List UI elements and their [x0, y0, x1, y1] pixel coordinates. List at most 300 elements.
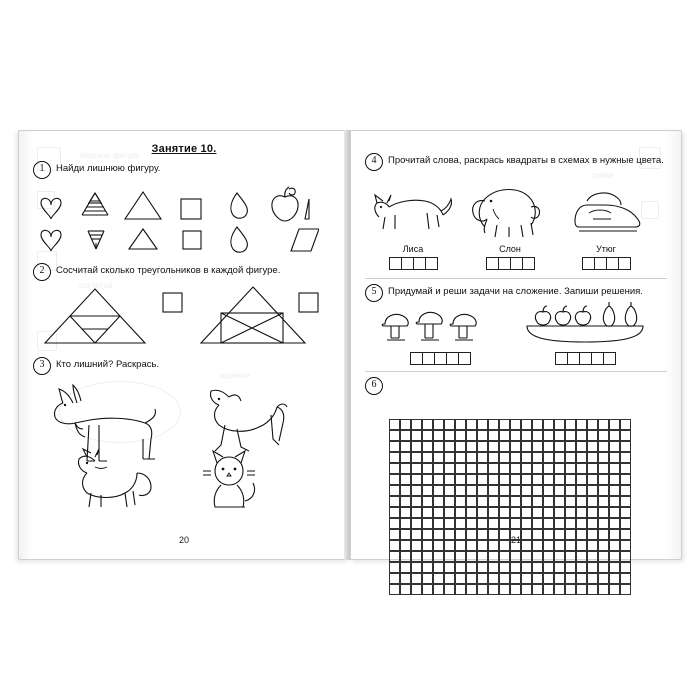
grid-cell[interactable]	[400, 441, 411, 452]
grid-cell[interactable]	[477, 474, 488, 485]
grid-cell[interactable]	[455, 496, 466, 507]
grid-cell[interactable]	[532, 452, 543, 463]
grid-cell[interactable]	[510, 551, 521, 562]
grid-cell[interactable]	[510, 573, 521, 584]
grid-cell[interactable]	[444, 485, 455, 496]
grid-cell[interactable]	[400, 551, 411, 562]
grid-cell[interactable]	[400, 430, 411, 441]
grid-cell[interactable]	[554, 573, 565, 584]
grid-cell[interactable]	[433, 419, 444, 430]
grid-cell[interactable]	[609, 507, 620, 518]
grid-cell[interactable]	[488, 573, 499, 584]
grid-cell[interactable]	[400, 419, 411, 430]
grid-cell[interactable]	[488, 584, 499, 595]
grid-cell[interactable]	[389, 430, 400, 441]
grid-cell[interactable]	[477, 452, 488, 463]
grid-cell[interactable]	[532, 573, 543, 584]
grid-cell[interactable]	[389, 485, 400, 496]
grid-cell[interactable]	[521, 419, 532, 430]
grid-cell[interactable]	[576, 485, 587, 496]
grid-cell[interactable]	[576, 518, 587, 529]
grid-cell[interactable]	[444, 441, 455, 452]
grid-cell[interactable]	[444, 463, 455, 474]
grid-cell[interactable]	[422, 584, 433, 595]
grid-cell[interactable]	[400, 496, 411, 507]
grid-cell[interactable]	[620, 463, 631, 474]
grid-cell[interactable]	[620, 584, 631, 595]
grid-cell[interactable]	[499, 430, 510, 441]
grid-cell[interactable]	[598, 496, 609, 507]
grid-cell[interactable]	[422, 452, 433, 463]
grid-cell[interactable]	[598, 485, 609, 496]
grid-cell[interactable]	[389, 419, 400, 430]
grid-cell[interactable]	[532, 419, 543, 430]
grid-cell[interactable]	[411, 518, 422, 529]
grid-cell[interactable]	[488, 507, 499, 518]
grid-cell[interactable]	[433, 474, 444, 485]
grid-cell[interactable]	[389, 452, 400, 463]
grid-cell[interactable]	[598, 452, 609, 463]
grid-cell[interactable]	[543, 452, 554, 463]
grid-cell[interactable]	[510, 419, 521, 430]
grid-cell[interactable]	[422, 485, 433, 496]
grid-cell[interactable]	[565, 463, 576, 474]
grid-cell[interactable]	[455, 551, 466, 562]
grid-cell[interactable]	[499, 474, 510, 485]
grid-cell[interactable]	[510, 507, 521, 518]
grid-cell[interactable]	[455, 485, 466, 496]
grid-cell[interactable]	[499, 551, 510, 562]
grid-cell[interactable]	[565, 518, 576, 529]
grid-cell[interactable]	[543, 474, 554, 485]
grid-cell[interactable]	[411, 584, 422, 595]
grid-cell[interactable]	[466, 507, 477, 518]
grid-cell[interactable]	[587, 551, 598, 562]
grid-cell[interactable]	[609, 485, 620, 496]
grid-cell[interactable]	[488, 562, 499, 573]
grid-cell[interactable]	[422, 474, 433, 485]
grid-cell[interactable]	[587, 584, 598, 595]
grid-cell[interactable]	[466, 419, 477, 430]
grid-cell[interactable]	[532, 507, 543, 518]
grid-cell[interactable]	[620, 507, 631, 518]
grid-cell[interactable]	[598, 419, 609, 430]
scheme-cell[interactable]	[522, 257, 535, 270]
grid-cell[interactable]	[532, 518, 543, 529]
grid-cell[interactable]	[422, 463, 433, 474]
grid-cell[interactable]	[444, 452, 455, 463]
grid-cell[interactable]	[620, 474, 631, 485]
grid-cell[interactable]	[576, 507, 587, 518]
grid-cell[interactable]	[598, 474, 609, 485]
grid-cell[interactable]	[389, 573, 400, 584]
grid-cell[interactable]	[499, 419, 510, 430]
grid-cell[interactable]	[422, 518, 433, 529]
grid-cell[interactable]	[587, 452, 598, 463]
grid-cell[interactable]	[554, 551, 565, 562]
grid-cell[interactable]	[433, 518, 444, 529]
grid-cell[interactable]	[532, 463, 543, 474]
grid-cell[interactable]	[521, 507, 532, 518]
grid-cell[interactable]	[400, 463, 411, 474]
grid-cell[interactable]	[488, 474, 499, 485]
grid-cell[interactable]	[554, 496, 565, 507]
grid-cell[interactable]	[532, 474, 543, 485]
grid-cell[interactable]	[543, 485, 554, 496]
grid-cell[interactable]	[389, 441, 400, 452]
grid-cell[interactable]	[411, 507, 422, 518]
grid-cell[interactable]	[620, 573, 631, 584]
grid-cell[interactable]	[532, 562, 543, 573]
grid-cell[interactable]	[510, 441, 521, 452]
grid-cell[interactable]	[587, 430, 598, 441]
grid-cell[interactable]	[499, 496, 510, 507]
grid-cell[interactable]	[576, 562, 587, 573]
grid-cell[interactable]	[499, 562, 510, 573]
grid-cell[interactable]	[411, 452, 422, 463]
grid-cell[interactable]	[433, 551, 444, 562]
grid-cell[interactable]	[609, 562, 620, 573]
grid-cell[interactable]	[587, 441, 598, 452]
grid-cell[interactable]	[389, 496, 400, 507]
grid-cell[interactable]	[510, 430, 521, 441]
grid-cell[interactable]	[400, 518, 411, 529]
grid-cell[interactable]	[488, 463, 499, 474]
grid-cell[interactable]	[609, 452, 620, 463]
grid-cell[interactable]	[510, 452, 521, 463]
grid-cell[interactable]	[433, 496, 444, 507]
grid-cell[interactable]	[433, 573, 444, 584]
grid-cell[interactable]	[532, 430, 543, 441]
grid-cell[interactable]	[455, 463, 466, 474]
grid-cell[interactable]	[587, 573, 598, 584]
copy-grid[interactable]	[389, 419, 631, 595]
grid-cell[interactable]	[499, 507, 510, 518]
grid-cell[interactable]	[444, 474, 455, 485]
grid-cell[interactable]	[488, 551, 499, 562]
grid-cell[interactable]	[576, 496, 587, 507]
grid-cell[interactable]	[532, 441, 543, 452]
answer-boxes-mushrooms[interactable]	[410, 352, 470, 365]
grid-cell[interactable]	[598, 562, 609, 573]
grid-cell[interactable]	[609, 551, 620, 562]
grid-cell[interactable]	[543, 441, 554, 452]
grid-cell[interactable]	[411, 419, 422, 430]
grid-cell[interactable]	[433, 430, 444, 441]
grid-cell[interactable]	[565, 507, 576, 518]
grid-cell[interactable]	[477, 496, 488, 507]
grid-cell[interactable]	[521, 452, 532, 463]
grid-cell[interactable]	[466, 551, 477, 562]
grid-cell[interactable]	[598, 441, 609, 452]
grid-cell[interactable]	[477, 507, 488, 518]
grid-cell[interactable]	[587, 496, 598, 507]
grid-cell[interactable]	[455, 430, 466, 441]
grid-cell[interactable]	[620, 485, 631, 496]
grid-cell[interactable]	[609, 463, 620, 474]
grid-cell[interactable]	[466, 573, 477, 584]
grid-cell[interactable]	[466, 584, 477, 595]
grid-cell[interactable]	[620, 496, 631, 507]
grid-cell[interactable]	[400, 474, 411, 485]
grid-cell[interactable]	[488, 441, 499, 452]
grid-cell[interactable]	[576, 419, 587, 430]
grid-cell[interactable]	[455, 507, 466, 518]
grid-cell[interactable]	[532, 584, 543, 595]
grid-cell[interactable]	[521, 518, 532, 529]
grid-cell[interactable]	[466, 430, 477, 441]
grid-cell[interactable]	[444, 496, 455, 507]
grid-cell[interactable]	[499, 584, 510, 595]
grid-cell[interactable]	[554, 452, 565, 463]
grid-cell[interactable]	[433, 441, 444, 452]
grid-cell[interactable]	[521, 430, 532, 441]
grid-cell[interactable]	[521, 496, 532, 507]
grid-cell[interactable]	[455, 452, 466, 463]
grid-cell[interactable]	[565, 496, 576, 507]
grid-cell[interactable]	[576, 573, 587, 584]
grid-cell[interactable]	[620, 430, 631, 441]
grid-cell[interactable]	[477, 463, 488, 474]
grid-cell[interactable]	[554, 419, 565, 430]
grid-cell[interactable]	[521, 573, 532, 584]
grid-cell[interactable]	[477, 573, 488, 584]
grid-cell[interactable]	[543, 584, 554, 595]
grid-cell[interactable]	[433, 562, 444, 573]
grid-cell[interactable]	[576, 584, 587, 595]
grid-cell[interactable]	[609, 474, 620, 485]
grid-cell[interactable]	[598, 584, 609, 595]
grid-cell[interactable]	[488, 430, 499, 441]
grid-cell[interactable]	[488, 452, 499, 463]
grid-cell[interactable]	[466, 518, 477, 529]
grid-cell[interactable]	[576, 551, 587, 562]
grid-cell[interactable]	[554, 518, 565, 529]
grid-cell[interactable]	[532, 551, 543, 562]
grid-cell[interactable]	[620, 518, 631, 529]
grid-cell[interactable]	[422, 562, 433, 573]
grid-cell[interactable]	[400, 584, 411, 595]
answer-cell[interactable]	[603, 352, 616, 365]
grid-cell[interactable]	[422, 573, 433, 584]
grid-cell[interactable]	[565, 551, 576, 562]
grid-cell[interactable]	[620, 441, 631, 452]
grid-cell[interactable]	[576, 441, 587, 452]
grid-cell[interactable]	[411, 562, 422, 573]
grid-cell[interactable]	[499, 518, 510, 529]
grid-cell[interactable]	[521, 463, 532, 474]
grid-cell[interactable]	[565, 584, 576, 595]
grid-cell[interactable]	[389, 584, 400, 595]
grid-cell[interactable]	[521, 562, 532, 573]
grid-cell[interactable]	[499, 573, 510, 584]
grid-cell[interactable]	[444, 584, 455, 595]
grid-cell[interactable]	[598, 430, 609, 441]
grid-cell[interactable]	[554, 474, 565, 485]
grid-cell[interactable]	[411, 485, 422, 496]
grid-cell[interactable]	[609, 419, 620, 430]
grid-cell[interactable]	[598, 463, 609, 474]
grid-cell[interactable]	[587, 419, 598, 430]
grid-cell[interactable]	[521, 474, 532, 485]
grid-cell[interactable]	[422, 551, 433, 562]
grid-cell[interactable]	[620, 551, 631, 562]
grid-cell[interactable]	[389, 463, 400, 474]
grid-cell[interactable]	[477, 518, 488, 529]
grid-cell[interactable]	[466, 474, 477, 485]
grid-cell[interactable]	[433, 452, 444, 463]
grid-cell[interactable]	[389, 562, 400, 573]
grid-cell[interactable]	[510, 463, 521, 474]
scheme-elephant[interactable]	[486, 257, 534, 270]
grid-cell[interactable]	[411, 430, 422, 441]
grid-cell[interactable]	[444, 419, 455, 430]
grid-cell[interactable]	[466, 463, 477, 474]
grid-cell[interactable]	[554, 441, 565, 452]
grid-cell[interactable]	[609, 430, 620, 441]
grid-cell[interactable]	[455, 562, 466, 573]
grid-cell[interactable]	[543, 551, 554, 562]
grid-cell[interactable]	[521, 441, 532, 452]
grid-cell[interactable]	[466, 441, 477, 452]
grid-cell[interactable]	[444, 507, 455, 518]
grid-cell[interactable]	[466, 452, 477, 463]
grid-cell[interactable]	[466, 485, 477, 496]
grid-cell[interactable]	[587, 485, 598, 496]
grid-cell[interactable]	[609, 518, 620, 529]
grid-cell[interactable]	[477, 485, 488, 496]
grid-cell[interactable]	[543, 518, 554, 529]
grid-cell[interactable]	[444, 518, 455, 529]
grid-cell[interactable]	[444, 562, 455, 573]
grid-cell[interactable]	[532, 496, 543, 507]
grid-cell[interactable]	[499, 452, 510, 463]
grid-cell[interactable]	[576, 463, 587, 474]
grid-cell[interactable]	[620, 452, 631, 463]
grid-cell[interactable]	[488, 518, 499, 529]
grid-cell[interactable]	[565, 573, 576, 584]
grid-cell[interactable]	[400, 507, 411, 518]
grid-cell[interactable]	[543, 507, 554, 518]
grid-cell[interactable]	[543, 496, 554, 507]
grid-cell[interactable]	[554, 485, 565, 496]
grid-cell[interactable]	[554, 463, 565, 474]
grid-cell[interactable]	[609, 496, 620, 507]
grid-cell[interactable]	[455, 584, 466, 595]
grid-cell[interactable]	[510, 485, 521, 496]
grid-cell[interactable]	[389, 507, 400, 518]
grid-cell[interactable]	[389, 474, 400, 485]
grid-cell[interactable]	[422, 441, 433, 452]
grid-cell[interactable]	[510, 474, 521, 485]
grid-cell[interactable]	[554, 507, 565, 518]
answer-boxes-fruits[interactable]	[555, 352, 615, 365]
grid-cell[interactable]	[455, 474, 466, 485]
grid-cell[interactable]	[565, 562, 576, 573]
grid-cell[interactable]	[565, 419, 576, 430]
grid-cell[interactable]	[400, 562, 411, 573]
grid-cell[interactable]	[521, 551, 532, 562]
grid-cell[interactable]	[400, 452, 411, 463]
scheme-iron[interactable]	[582, 257, 630, 270]
grid-cell[interactable]	[422, 419, 433, 430]
grid-cell[interactable]	[455, 573, 466, 584]
grid-cell[interactable]	[576, 474, 587, 485]
grid-cell[interactable]	[543, 430, 554, 441]
grid-cell[interactable]	[400, 573, 411, 584]
grid-cell[interactable]	[609, 441, 620, 452]
grid-cell[interactable]	[433, 463, 444, 474]
grid-cell[interactable]	[565, 430, 576, 441]
grid-cell[interactable]	[411, 573, 422, 584]
grid-cell[interactable]	[598, 573, 609, 584]
grid-cell[interactable]	[477, 584, 488, 595]
grid-cell[interactable]	[587, 463, 598, 474]
scheme-cell[interactable]	[425, 257, 438, 270]
grid-cell[interactable]	[444, 430, 455, 441]
grid-cell[interactable]	[521, 485, 532, 496]
grid-cell[interactable]	[565, 452, 576, 463]
grid-cell[interactable]	[499, 463, 510, 474]
grid-cell[interactable]	[466, 562, 477, 573]
scheme-cell[interactable]	[618, 257, 631, 270]
grid-cell[interactable]	[521, 584, 532, 595]
grid-cell[interactable]	[532, 485, 543, 496]
grid-cell[interactable]	[455, 441, 466, 452]
grid-cell[interactable]	[587, 474, 598, 485]
grid-cell[interactable]	[389, 518, 400, 529]
grid-cell[interactable]	[433, 507, 444, 518]
grid-cell[interactable]	[554, 430, 565, 441]
grid-cell[interactable]	[411, 441, 422, 452]
grid-cell[interactable]	[477, 562, 488, 573]
grid-cell[interactable]	[565, 474, 576, 485]
grid-cell[interactable]	[609, 573, 620, 584]
grid-cell[interactable]	[609, 584, 620, 595]
grid-cell[interactable]	[433, 485, 444, 496]
grid-cell[interactable]	[598, 518, 609, 529]
grid-cell[interactable]	[499, 441, 510, 452]
grid-cell[interactable]	[587, 562, 598, 573]
grid-cell[interactable]	[510, 584, 521, 595]
grid-cell[interactable]	[433, 584, 444, 595]
grid-cell[interactable]	[499, 485, 510, 496]
grid-cell[interactable]	[488, 485, 499, 496]
grid-cell[interactable]	[389, 551, 400, 562]
grid-cell[interactable]	[587, 507, 598, 518]
scheme-fox[interactable]	[389, 257, 437, 270]
grid-cell[interactable]	[598, 507, 609, 518]
grid-cell[interactable]	[422, 430, 433, 441]
grid-cell[interactable]	[411, 551, 422, 562]
grid-cell[interactable]	[510, 562, 521, 573]
grid-cell[interactable]	[576, 430, 587, 441]
grid-cell[interactable]	[422, 507, 433, 518]
grid-cell[interactable]	[510, 496, 521, 507]
grid-cell[interactable]	[565, 441, 576, 452]
grid-cell[interactable]	[477, 430, 488, 441]
grid-cell[interactable]	[543, 463, 554, 474]
grid-cell[interactable]	[411, 474, 422, 485]
grid-cell[interactable]	[620, 562, 631, 573]
grid-cell[interactable]	[455, 518, 466, 529]
grid-cell[interactable]	[587, 518, 598, 529]
grid-cell[interactable]	[543, 419, 554, 430]
grid-cell[interactable]	[488, 419, 499, 430]
grid-cell[interactable]	[422, 496, 433, 507]
grid-cell[interactable]	[598, 551, 609, 562]
grid-cell[interactable]	[411, 496, 422, 507]
